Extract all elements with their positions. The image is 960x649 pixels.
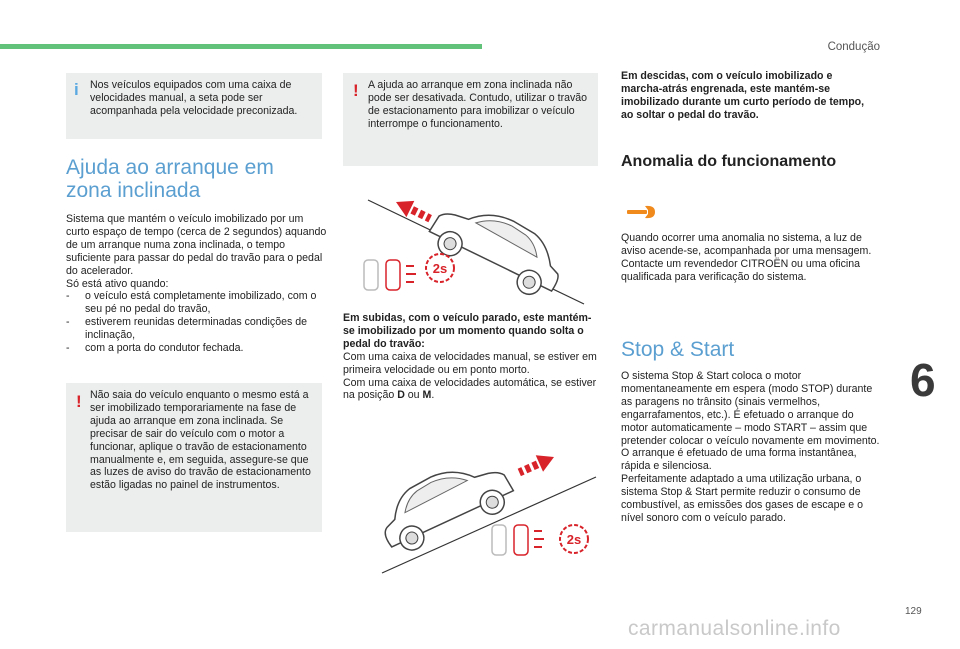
watermark: carmanualsonline.info — [628, 617, 841, 640]
uphill-illustration — [352, 180, 592, 308]
downhill-arrow-icon — [516, 449, 558, 481]
car-icon — [378, 449, 519, 559]
pedals-icon — [492, 525, 544, 555]
warning-box-leave-vehicle — [66, 383, 322, 532]
anomaly-heading: Anomalia do funcionamento — [621, 153, 837, 170]
downhill-text: Em descidas, com o veículo imobilizado e marcha-atrás engrenada, este mantém-se imobilizado durante um curto período de tempo, ao soltar o pedal do travão. — [621, 70, 865, 121]
timer-2s-icon — [560, 525, 588, 553]
warning-text: A ajuda ao arranque em zona inclinada não pode ser desativada. Contudo, utilizar o travão de estacionamento para imobilizar o veículo interrompe o funcionamento. — [368, 79, 588, 130]
warning-icon: ! — [76, 392, 82, 411]
info-icon: i — [74, 80, 79, 99]
downhill-illustration — [378, 445, 600, 580]
timer-label: 2s — [432, 261, 448, 276]
stop-start-p1: O sistema Stop & Start coloca o motor momentaneamente em espera (modo STOP) durante as paragens no trânsito (sinais vermelhos, engarrafamentos, etc.). É efetuado o arranque do motor automaticamente – modo START – assim que pretender colocar o veículo novamente em movimento. — [621, 370, 880, 447]
stop-start-description — [621, 370, 883, 525]
uphill-description — [343, 312, 598, 402]
info-note-text: Nos veículos equipados com uma caixa de velocidades manual, a seta pode ser acompanhada pela velocidade preconizada. — [90, 79, 298, 117]
section-accent-bar — [0, 44, 482, 49]
pedals-icon — [364, 260, 416, 290]
uphill-manual: Com uma caixa de velocidades manual, se estiver em primeira velocidade ou em ponto morto. — [343, 350, 597, 376]
hill-start-description — [66, 213, 328, 355]
conditions-list — [66, 290, 328, 355]
anomaly-text: Quando ocorrer uma anomalia no sistema, a luz de aviso acende-se, acompanhada por uma mensagem. Contacte um revendedor CITROËN ou uma oficina qualificada para verificação do sistema. — [621, 232, 872, 283]
timer-label: 2s — [566, 532, 582, 547]
period: . — [431, 389, 435, 402]
page-number: 129 — [905, 606, 922, 617]
warning-text: Não saia do veículo enquanto o mesmo está a ser imobilizado temporariamente na fase de ajuda ao arranque em zona inclinada. Se precisar de sair do veículo com o motor a funcionar, aplique o travão de estacionamento manualmente e, em seguida, assegure-se que as luzes de aviso do travão de estacionamento estão ligadas no painel de instrumentos. — [90, 389, 311, 492]
active-conditions-label: Só está ativo quando: — [66, 277, 169, 290]
info-note-box — [66, 73, 322, 139]
list-item: - estiverem reunidas determinadas condições de inclinação, — [66, 316, 328, 342]
uphill-automatic-text: Com uma caixa de velocidades automática, se estiver na posição — [343, 376, 597, 402]
warning-icon: ! — [353, 81, 359, 100]
chapter-number: 6 — [910, 354, 936, 406]
list-item: - com a porta do condutor fechada. — [66, 342, 328, 355]
timer-2s-icon — [426, 254, 454, 282]
gear-m: M — [422, 389, 432, 402]
uphill-automatic — [343, 377, 598, 403]
section-title: Condução — [827, 41, 880, 53]
stop-start-p3: Perfeitamente adaptado a uma utilização urbana, o sistema Stop & Start permite reduzir o consumo de combustível, as emissões dos gases de escape e o nível sonoro com o veículo parado. — [621, 473, 864, 524]
or-word: ou — [404, 389, 423, 402]
wrench-icon — [625, 205, 657, 219]
hill-start-heading: Ajuda ao arranque em zona inclinada — [66, 156, 274, 202]
uphill-title: Em subidas, com o veículo parado, este mantém-se imobilizado por um momento quando solta o pedal do travão: — [343, 312, 592, 350]
hill-start-intro: Sistema que mantém o veículo imobilizado por um curto espaço de tempo (cerca de 2 segundos) aquando de um arranque numa zona inclinada, o tempo suficiente para passar do pedal do travão para o pedal do acelerador. — [66, 213, 327, 277]
warning-box-cannot-disable — [343, 73, 598, 166]
stop-start-p2: O arranque é efetuado de uma forma instantânea, rápida e silenciosa. — [621, 447, 857, 473]
list-item: - o veículo está completamente imobilizado, com o seu pé no pedal do travão, — [66, 290, 328, 316]
stop-start-heading: Stop & Start — [621, 338, 735, 361]
gear-d: D — [397, 389, 405, 402]
car-icon — [423, 190, 572, 304]
